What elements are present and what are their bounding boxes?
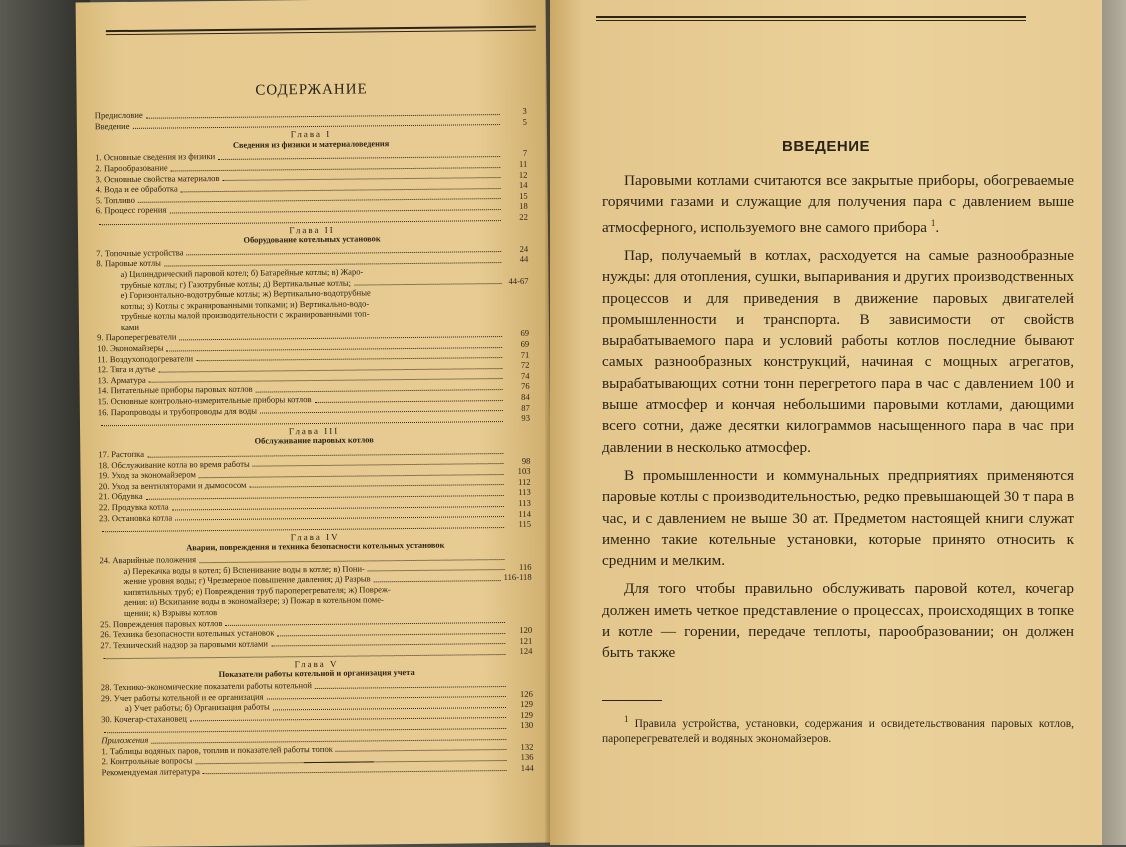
toc-page-number: 115 [507,519,531,530]
toc-page-number: 113 [507,498,531,509]
toc-entry-title: 24. Аварийные положения [99,554,196,566]
toc-entry-title: 8. Паровые котлы [96,258,161,269]
toc-page-number: 74 [505,371,529,382]
toc-entry-title: 26. Техника безопасности котельных установок [100,628,274,640]
toc-page-number: 130 [509,720,533,731]
toc-chapter-heading: Глава III [98,424,530,439]
toc-leader-dots [374,295,502,296]
toc-entry-title: Приложения [101,735,148,746]
toc-page-number: 129 [509,699,533,710]
toc-page-number: 113 [507,487,531,498]
toc-entry-title: 15. Основные контрольно-измерительные приборы котлов [98,394,312,407]
toc-chapter-heading: Глава IV [99,529,531,544]
toc-page-number: 103 [506,466,530,477]
toc-leader-dots [354,283,502,286]
toc-entry-title: котлы; з) Котлы с экранированными топками; и) Вертикально-водо- [97,298,370,311]
toc-entry-title: 2. Контрольные вопросы [101,756,192,768]
toc-page-number: 14 [503,180,527,191]
toc-page-number: 72 [505,360,529,371]
toc-entry-title: 1. Основные сведения из физики [95,151,215,163]
toc-entry-title: щении; к) Взрывы котлов [100,607,217,619]
toc-entry-title: 1. Таблицы водяных паров, топлив и показателей работы топок [101,743,333,756]
left-page [76,0,555,847]
toc-page-number: 11 [503,159,527,170]
toc-entry-title: 17. Растопка [98,449,144,460]
toc-page-number: 112 [507,477,531,488]
toc-page-number: 18 [504,201,528,212]
toc-leader-dots [366,274,501,275]
toc-entry-title: 5. Топливо [96,195,135,206]
intro-paragraph-1: Паровыми котлами считаются все закрытые приборы, обогреваемые горячими газами и служащие для получения пара с давлением выше атмосферного, используемого вне самого прибора $^1$. [602,170,1074,238]
toc-entry-title: дения: и) Вскипание воды в экономайзере; з) Пожар в котельном поме- [100,595,384,609]
toc-entry-title: трубные котлы; г) Газотрубные котлы; д) Вертикальные котлы; [96,277,351,290]
toc-leader-dots [372,305,501,306]
toc-title: СОДЕРЖАНИЕ [76,80,546,102]
toc-entry-title: 27. Технический надзор за паровыми котлами [100,638,268,650]
toc-entry-title: 18. Обслуживание котла во время работы [98,458,249,470]
toc-entry-title: 29. Учет работы котельной и ее организация [101,691,264,703]
toc-page-number: 5 [503,116,527,127]
toc-page-number: 3 [503,106,527,117]
toc-entry-title: 16. Паропроводы и трубопроводы для воды [98,405,257,417]
toc-entry-title: трубные котлы малой производительности с экранированными топ- [97,309,370,322]
toc-page-number: 121 [508,635,532,646]
toc-page-number: 124 [508,646,532,657]
toc-page-number: 98 [506,455,530,466]
footnote-marker: 1 [931,218,936,228]
toc-page-number: 114 [507,508,531,519]
toc-page-number: 136 [509,752,533,763]
toc-page-number: 116-118 [504,572,532,583]
table-of-contents [95,106,534,778]
toc-entry-title: 21. Обдувка [99,491,143,502]
footnote-rule [602,700,662,701]
toc-page-number: 69 [505,339,529,350]
toc-entry-title: ками [97,322,139,333]
toc-entry-title: жение уровня воды; г) Чрезмерное повышение давления; д) Разрыв [100,574,371,587]
top-rule-right [596,16,1026,21]
toc-page-number: 87 [506,402,530,413]
toc-chapter-heading: Глава II [96,222,528,237]
toc-entry-title: Рекомендуемая литература [102,766,200,778]
toc-page-number: 12 [503,169,527,180]
toc-entry-title: кипятильных труб; е) Повреждения труб пароперегревателя; ж) Повреж- [100,584,391,598]
toc-entry-title: а) Учет работы; б) Организация работы [101,702,270,714]
toc-leader-dots [203,770,507,774]
toc-entry-title: 10. Экономайзеры [97,343,164,354]
toc-page-number: 126 [509,688,533,699]
toc-entry-title: Предисловие [95,110,143,121]
intro-title: ВВЕДЕНИЕ [550,138,1102,155]
toc-entry-title: а) Перекачка воды в котел; б) Вспенивание воды в котле; в) Пони- [99,563,365,576]
toc-page-number: 71 [505,349,529,360]
toc-leader-dots [387,602,505,603]
toc-leader-dots [374,580,501,582]
toc-leader-dots [368,569,505,571]
toc-section-heading: Сведения из физики и материаловедения [95,138,527,153]
intro-paragraph-2: Пар, получаемый в котлах, расходуется на самые разнообразные нужды: для отопления, сушки, выпаривания и других производственных процессов и для приведения в движение паровых двигателей промышленности и транспорта. В зависимости от свойств вырабатываемого пара и условий работы котлов последние бывают самых разнообразных конструкций, начиная с мощных агрегатов, вырабатывающих сотни тонн перегретого пара в час с давлением 100 и выше атмосфер и кончая небольшими паровыми котлами, дающими всего сотни, даже десятки килограммов насыщенного пара в час при давлении в несколько атмосфер. [602,245,1074,458]
intro-paragraph-3: В промышленности и коммунальных предприятиях применяются паровые котлы с производительностью, редко превышающей 30 т пара в час, и с давлением не выше 30 ат. Предметом настоящей книги служат именно такие котельные установки, которые принято относить к средним и мелким. [602,465,1074,571]
toc-page-number: 132 [509,741,533,752]
toc-entry-title: 2. Парообразование [95,162,168,173]
top-rule-left [106,26,536,36]
toc-entry-title: 25. Повреждения паровых котлов [100,617,222,629]
toc-page-number: 69 [505,328,529,339]
toc-page-number: 93 [506,413,530,424]
toc-leader-dots [373,316,502,317]
toc-entry-title: 28. Технико-экономические показатели работы котельной [101,680,312,693]
toc-entry-title: 4. Вода и ее обработка [95,184,177,195]
right-page [550,0,1102,845]
toc-page-number: 15 [504,191,528,202]
intro-body [602,170,1074,671]
toc-page-number: 129 [509,710,533,721]
toc-entry-title: 7. Топочные устройства [96,247,183,259]
toc-page-number: 44 [504,254,528,265]
toc-entry-title: 20. Уход за вентиляторами и дымососом [99,480,247,492]
toc-page-number: 116 [507,561,531,572]
toc-entry-title: Введение [95,121,130,132]
toc-page-number: 22 [504,212,528,223]
toc-entry-title: 3. Основные свойства материалов [95,173,219,185]
intro-paragraph-4: Для того чтобы правильно обслуживать паровой котел, кочегар должен иметь четкое представление о процессах, происходящих в топке и котле — горении, передаче теплоты, парообразовании; он должен быть также [602,578,1074,663]
toc-entry-title: 14. Питательные приборы паровых котлов [98,384,253,396]
toc-entry-title: 13. Арматура [97,375,145,386]
toc-leader-dots [394,591,505,592]
toc-entry-title: 6. Процесс горения [96,205,167,216]
footnote: $^1$ Правила устройства, установки, содержания и освидетельствования паровых котлов, пароперегревателей и водяных экономайзеров. [602,712,1074,747]
toc-page-number: 7 [503,148,527,159]
toc-page-number: 76 [506,381,530,392]
toc-page-number: 144 [510,763,534,774]
toc-page-number: 84 [506,392,530,403]
toc-entry-title: а) Цилиндрический паровой котел; б) Батарейные котлы; в) Жаро- [96,266,363,279]
toc-section-heading: Оборудование котельных установок [96,233,528,248]
toc-page-number: 120 [508,625,532,636]
toc-entry-title: 9. Пароперегреватели [97,332,176,343]
toc-entry-title: 11. Воздухоподогреватели [97,353,193,365]
toc-page-number: 44-67 [504,275,528,286]
toc-chapter-heading: Глава I [95,127,527,142]
toc-entry-title: 12. Тяга и дутье [97,364,155,375]
toc-section-heading: Обслуживание паровых котлов [98,434,530,449]
toc-entry-title: 19. Уход за экономайзером [98,469,195,481]
toc-chapter-heading: Глава V [100,657,532,672]
toc-entry-title: 22. Продувка котла [99,502,169,513]
toc-section-heading: Показатели работы котельной и организация учета [101,667,533,682]
toc-page-number: 24 [504,243,528,254]
toc-entry-title: е) Горизонтально-водотрубные котлы; ж) Вертикально-водотрубные [97,288,371,301]
toc-entry-title: 30. Кочегар-стахановец [101,713,187,724]
toc-entry-title: 23. Остановка котла [99,512,172,523]
toc-section-heading: Аварии, повреждения и техника безопасности котельных установок [99,540,531,555]
